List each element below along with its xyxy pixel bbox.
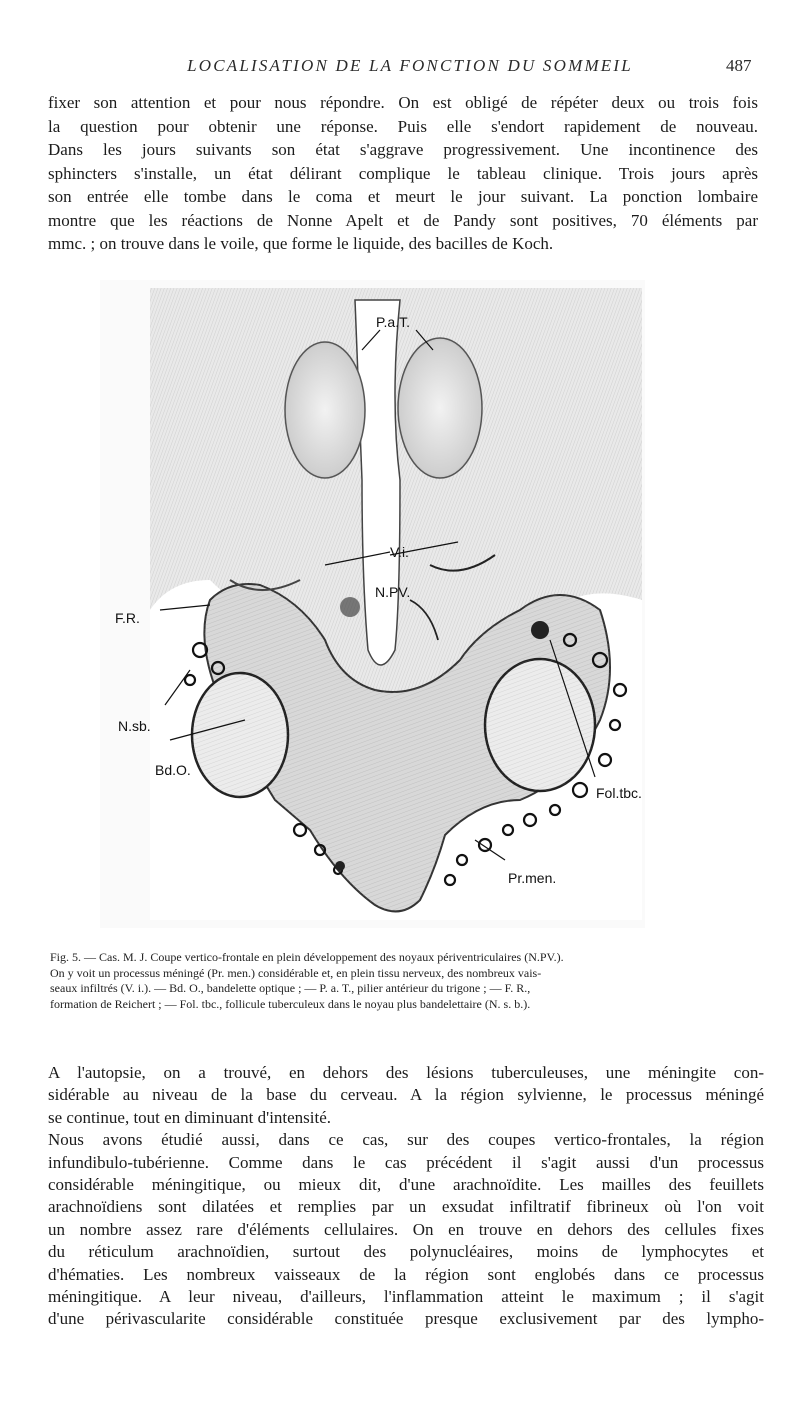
label-fr: F.R.: [115, 610, 140, 626]
text-line: un nombre assez rare d'éléments cellulaires. On en trouve en dehors des cellules fixes: [48, 1219, 764, 1239]
label-foltbc: Fol.tbc.: [596, 785, 642, 801]
fornix-right: [398, 338, 482, 478]
running-title: LOCALISATION DE LA FONCTION DU SOMMEIL: [187, 56, 633, 75]
caption-line: Fig. 5. — Cas. M. J. Coupe vertico-frontale en plein développement des noyaux périventriculaires (N.PV.).: [50, 950, 564, 964]
histology-figure: [100, 280, 645, 928]
text-line: Nous avons étudié aussi, dans ce cas, sur des coupes vertico-frontales, la région: [48, 1130, 764, 1150]
paragraph-top: [48, 91, 758, 256]
caption-line: On y voit un processus méningé (Pr. men.) considérable et, en plein tissu nerveux, des nombreux vais-: [50, 965, 542, 980]
caption-line: formation de Reichert ; — Fol. tbc., follicule tuberculeux dans le noyau plus bandelettaire (N. s. b.).: [50, 996, 531, 1011]
text-line: sphincters s'installe, un état délirant complique le tableau clinique. Trois jours après: [48, 163, 758, 183]
text-line: se continue, tout en diminuant d'intensité.: [48, 1107, 332, 1127]
text-line: d'une périvascularite considérable constituée presque exclusivement par des lympho-: [48, 1309, 764, 1329]
tubercular-follicle: [531, 621, 549, 639]
figure-caption: [50, 950, 765, 1012]
text-line: sidérable au niveau de la base du cerveau. A la région sylvienne, le processus méningé: [48, 1085, 764, 1105]
label-nsb: N.sb.: [118, 718, 151, 734]
text-line: fixer son attention et pour nous répondre. On est obligé de répéter deux ou trois fois: [48, 93, 758, 112]
caption-line: seaux infiltrés (V. i.). — Bd. O., bandelette optique ; — P. a. T., pilier antérieur du trigone ; — F. R.,: [50, 981, 531, 995]
periventricular-nucleus: [340, 597, 360, 617]
text-line: montre que les réactions de Nonne Apelt et de Pandy sont positives, 70 éléments par: [48, 210, 758, 230]
label-prmen: Pr.men.: [508, 870, 557, 886]
label-vi: V.i.: [390, 544, 409, 560]
text-line: son entrée elle tombe dans le coma et meurt le jour suivant. La ponction lombaire: [48, 187, 758, 206]
label-npv: N.PV.: [375, 584, 411, 600]
text-line: méningitique. A leur niveau, d'ailleurs, l'inflammation atteint le maximum ; il s'agit: [48, 1287, 764, 1307]
text-line: A l'autopsie, on a trouvé, en dehors des lésions tuberculeuses, une méningite con-: [48, 1063, 764, 1082]
label-pat: P.a.T.: [376, 314, 410, 330]
text-line: mmc. ; on trouve dans le voile, que forme le liquide, des bacilles de Koch.: [48, 234, 554, 253]
label-bdo: Bd.O.: [155, 762, 191, 778]
text-line: d'hématies. Les nombreux vaisseaux de la région sont englobés dans ce processus: [48, 1264, 764, 1284]
page-number: 487: [726, 56, 752, 75]
text-line: la question pour obtenir une réponse. Puis elle s'endort rapidement de nouveau.: [48, 116, 758, 136]
vessel-dot: [335, 861, 345, 871]
text-line: infundibulo-tubérienne. Comme dans le cas précédent il s'agit aussi d'un processus: [48, 1152, 764, 1172]
paragraph-bottom: [48, 1062, 764, 1331]
text-line: considérable méningitique, ou mieux dit, d'une arachnoïdite. Les mailles des feuillets: [48, 1175, 764, 1195]
text-line: du réticulum arachnoïdien, surtout des polynucléaires, moins de lymphocytes et: [48, 1242, 764, 1262]
text-line: arachnoïdiens sont dilatées et remplies par un exsudat infiltratif fibrineux où l'on voit: [48, 1197, 764, 1217]
optic-tract-left-shading: [192, 673, 288, 797]
fornix-left: [285, 342, 365, 478]
brain-section-drawing: [100, 280, 645, 928]
text-line: Dans les jours suivants son état s'aggrave progressivement. Une incontinence des: [48, 140, 758, 159]
